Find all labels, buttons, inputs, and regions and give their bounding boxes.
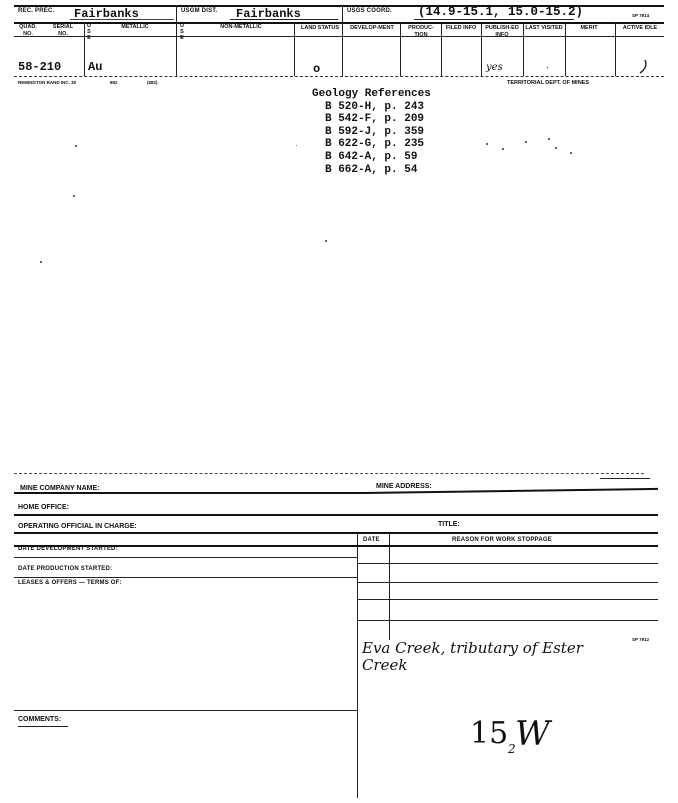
reference-item: B 592-J, p. 359 bbox=[325, 125, 425, 138]
metallic-value: Au bbox=[88, 60, 103, 74]
col-metallic: METALLIC bbox=[121, 24, 149, 30]
published-info-value: yes bbox=[486, 62, 503, 73]
mine-company-name-label: MINE COMPANY NAME: bbox=[20, 485, 100, 492]
active-checkmark-icon bbox=[636, 58, 652, 76]
handwritten-mark-small: 2 bbox=[508, 742, 516, 756]
date-development-started-label: DATE DEVELOPMENT STARTED: bbox=[18, 546, 118, 552]
handwritten-note bbox=[362, 640, 583, 674]
comments-label: COMMENTS: bbox=[18, 716, 62, 723]
usgs-coord-value: (14.9-15.1, 15.0-15.2) bbox=[418, 5, 584, 19]
reference-item: B 642-A, p. 59 bbox=[325, 150, 418, 163]
reference-item: B 622-G, p. 235 bbox=[325, 138, 425, 151]
col-last-visited: LAST VISITED bbox=[525, 25, 563, 31]
col-development: DEVELOP-MENT bbox=[350, 25, 394, 31]
col-merit: MERIT bbox=[580, 25, 598, 31]
last-visited-value: . bbox=[546, 60, 549, 71]
col-use: U S E bbox=[87, 23, 91, 41]
col-published-info: PUBLISH-ED INFO bbox=[485, 25, 519, 38]
date-column-header: DATE bbox=[363, 537, 380, 543]
usgs-dist-value: Fairbanks bbox=[236, 7, 301, 21]
geology-references-title: Geology References bbox=[312, 88, 431, 100]
col-filed-info: FILED INFO bbox=[445, 25, 477, 31]
printer-code-2: (882) bbox=[147, 80, 158, 85]
handwritten-mark-w: W bbox=[515, 714, 550, 754]
mine-address-label: MINE ADDRESS: bbox=[376, 483, 432, 490]
home-office-label: HOME OFFICE: bbox=[18, 504, 69, 511]
col-active-idle: ACTIVE IDLE bbox=[622, 25, 658, 31]
handwritten-mark-15: 15 bbox=[470, 716, 509, 751]
printer-code: 882 bbox=[110, 80, 118, 85]
handwritten-note-line-1: Eva Creek, tributary of Ester bbox=[362, 639, 583, 657]
col-use-2: U S E bbox=[180, 23, 184, 41]
rec-prec-label: REC. PREC. bbox=[18, 8, 55, 14]
title-label: TITLE: bbox=[438, 521, 460, 528]
reference-item: B 662-A, p. 54 bbox=[325, 163, 418, 176]
handwritten-note-line-2: Creek bbox=[362, 656, 408, 674]
territorial-imprint: TERRITORIAL DEPT. OF MINES bbox=[507, 80, 589, 86]
operating-official-label: OPERATING OFFICIAL IN CHARGE: bbox=[18, 523, 137, 530]
col-quad-no: QUAD. NO. bbox=[19, 24, 37, 37]
form-number-bottom: SP 7912 bbox=[632, 637, 650, 642]
form-number-top: SP 7914 bbox=[632, 13, 650, 18]
usgs-dist-label: USGM DIST. bbox=[181, 8, 218, 14]
col-land-status: LAND STATUS bbox=[301, 25, 339, 31]
col-production: PRODUC-TION bbox=[408, 25, 434, 38]
date-production-started-label: DATE PRODUCTION STARTED: bbox=[18, 566, 113, 572]
reference-item: B 542-F, p. 209 bbox=[325, 113, 425, 126]
usgs-coord-label: USGS COORD. bbox=[347, 8, 392, 14]
rec-prec-value: Fairbanks bbox=[74, 7, 139, 21]
col-non-metallic: NON-METALLIC bbox=[220, 24, 262, 30]
quad-serial-value: 58-210 bbox=[18, 60, 62, 74]
geology-references-block bbox=[312, 88, 431, 176]
land-status-value: o bbox=[313, 62, 321, 76]
leases-offers-label: LEASES & OFFERS — TERMS OF: bbox=[18, 580, 122, 586]
reason-column-header: REASON FOR WORK STOPPAGE bbox=[452, 537, 552, 543]
col-serial-no: SERIAL NO. bbox=[52, 24, 74, 37]
reference-item: B 520-H, p. 243 bbox=[325, 100, 425, 113]
printer-imprint: REMINGTON RAND INC. 30 bbox=[18, 80, 77, 85]
